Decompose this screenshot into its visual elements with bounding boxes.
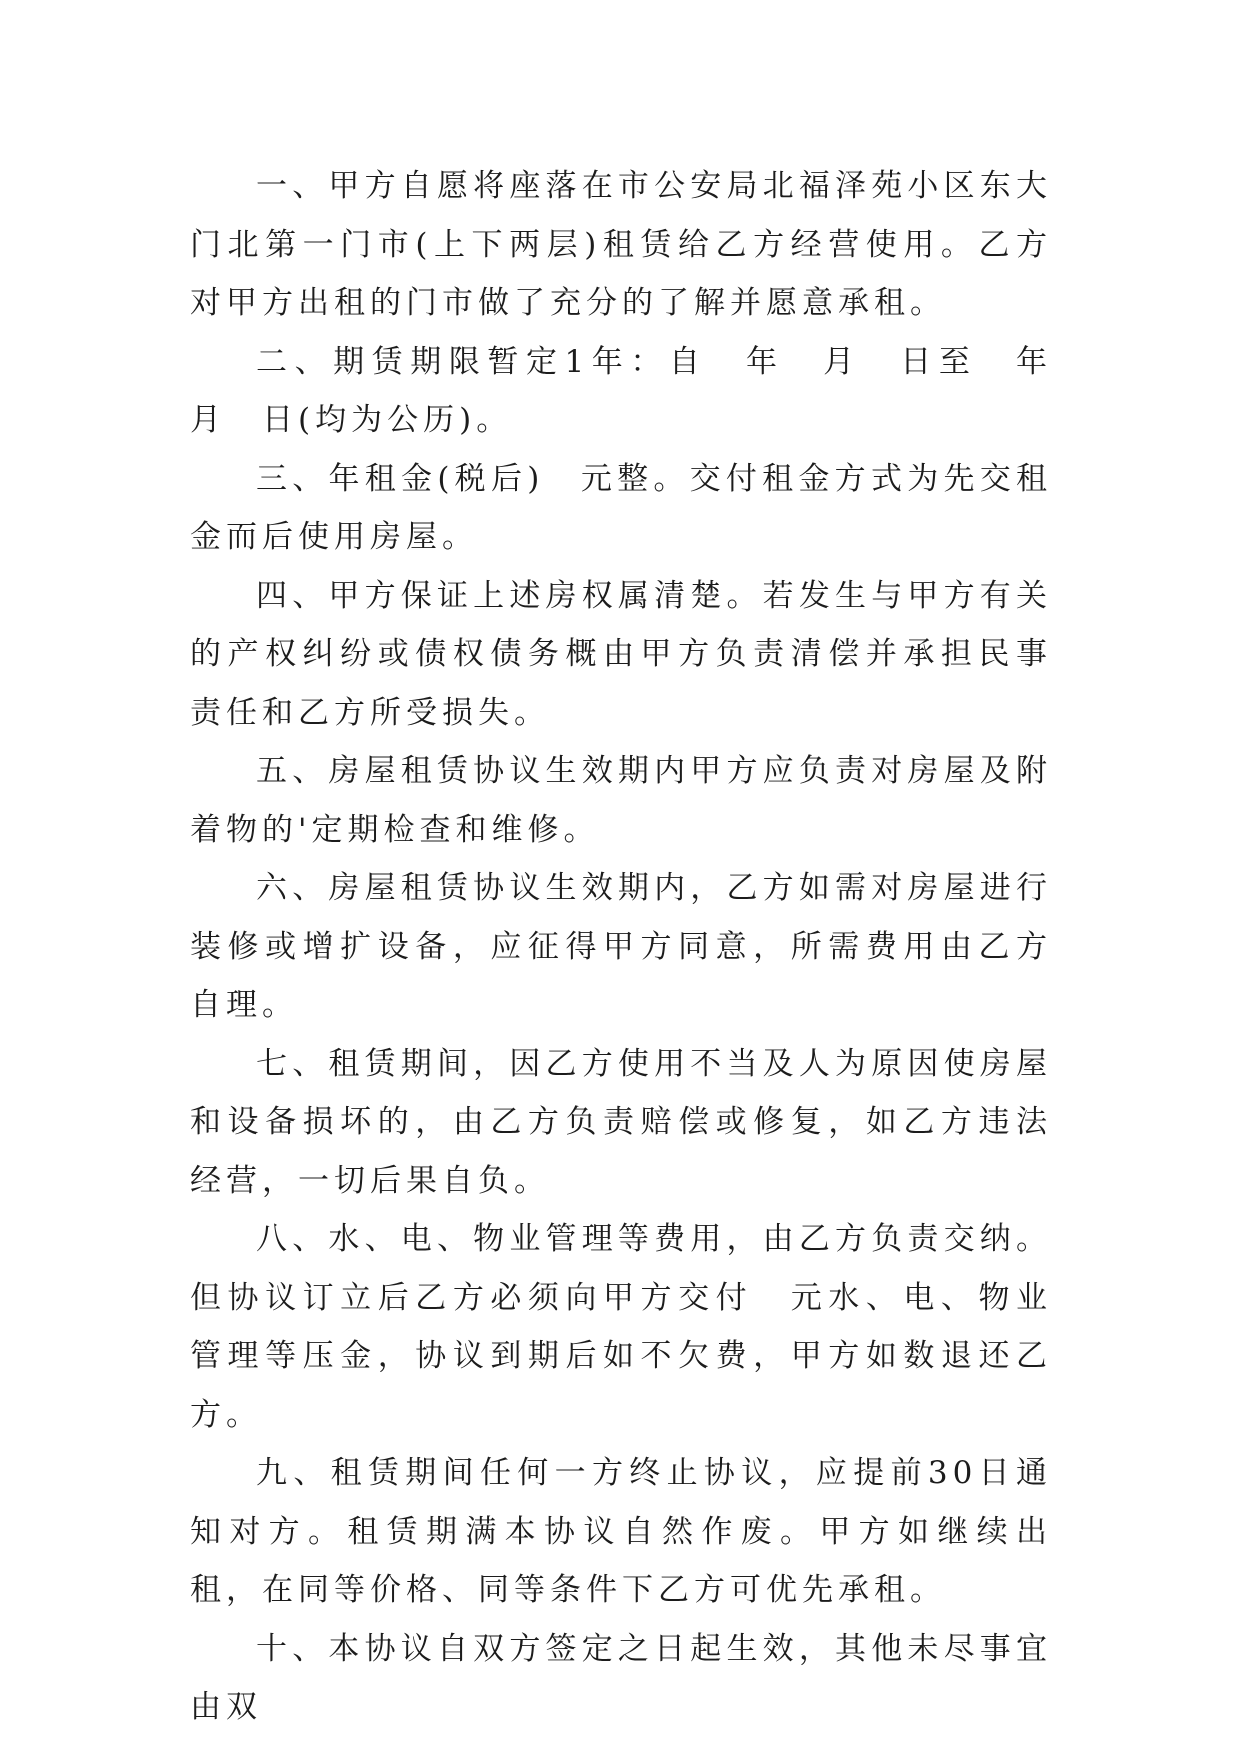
clause-7: 七、租赁期间，因乙方使用不当及人为原因使房屋和设备损坏的，由乙方负责赔偿或修复，如乙方违法经营，一切后果自负。 (190, 1045, 1052, 1199)
clause-10: 十、本协议自双方签定之日起生效，其他未尽事宜由双 (190, 1630, 1052, 1725)
clause-2: 二、期赁期限暂定1年：自 年 月 日至 年 月 日(均为公历)。 (190, 343, 1088, 438)
document-body (190, 157, 1088, 1737)
clause-4: 四、甲方保证上述房权属清楚。若发生与甲方有关的产权纠纷或债权债务概由甲方负责清偿并承担民事责任和乙方所受损失。 (190, 577, 1052, 731)
clause-8: 八、水、电、物业管理等费用，由乙方负责交纳。但协议订立后乙方必须向甲方交付 元水、电、物业管理等压金，协议到期后如不欠费，甲方如数退还乙方。 (190, 1221, 1052, 1433)
clause-9: 九、租赁期间任何一方终止协议，应提前30日通知对方。租赁期满本协议自然作废。甲方如继续出租，在同等价格、同等条件下乙方可优先承租。 (190, 1455, 1052, 1608)
clause-1: 一、甲方自愿将座落在市公安局北福泽苑小区东大门北第一门市(上下两层)租赁给乙方经营使用。乙方对甲方出租的门市做了充分的了解并愿意承租。 (190, 168, 1052, 321)
clause-6: 六、房屋租赁协议生效期内，乙方如需对房屋进行装修或增扩设备，应征得甲方同意，所需费用由乙方自理。 (190, 870, 1052, 1023)
clause-5: 五、房屋租赁协议生效期内甲方应负责对房屋及附着物的'定期检查和维修。 (190, 753, 1052, 848)
clause-3: 三、年租金(税后) 元整。交付租金方式为先交租金而后使用房屋。 (190, 460, 1052, 555)
